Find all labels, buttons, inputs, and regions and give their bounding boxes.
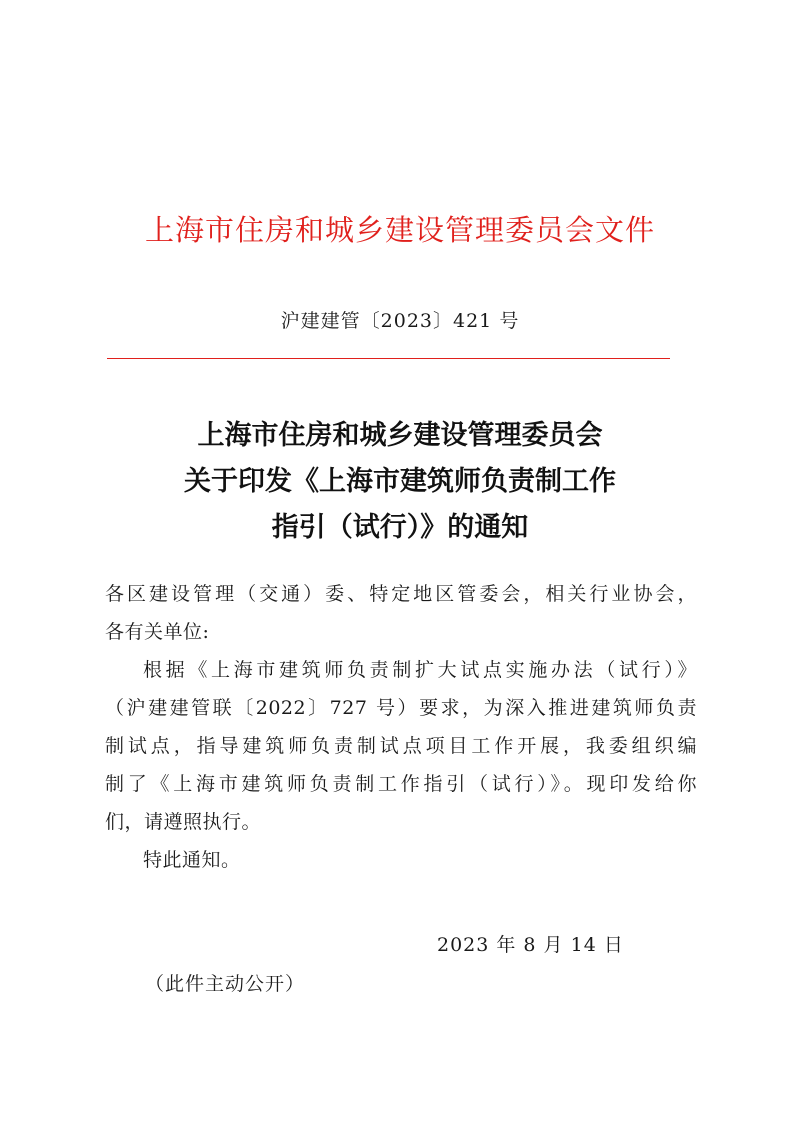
recipients-line-1: 各区建设管理（交通）委、特定地区管委会，相关行业协会， xyxy=(105,583,697,605)
issue-date: 2023 年 8 月 14 日 xyxy=(437,934,624,956)
recipients-line-2: 各有关单位: xyxy=(105,621,210,643)
paragraph-line-4: 制了《上海市建筑师负责制工作指引（试行）》。现印发给你 xyxy=(105,773,697,795)
document-number: 沪建建管〔2023〕421 号 xyxy=(280,310,520,332)
paragraph-line-1: 根据《上海市建筑师负责制扩大试点实施办法（试行）》 xyxy=(143,659,697,681)
issuer-header: 上海市住房和城乡建设管理委员会文件 xyxy=(144,213,655,247)
title-line-3: 指引（试行）》的通知 xyxy=(271,512,529,543)
paragraph-line-5: 们，请遵照执行。 xyxy=(105,811,262,833)
notice-title xyxy=(0,413,800,551)
title-line-2: 关于印发《上海市建筑师负责制工作 xyxy=(184,466,616,497)
notice-body xyxy=(105,575,697,879)
red-divider-line xyxy=(107,358,670,359)
title-line-1: 上海市住房和城乡建设管理委员会 xyxy=(197,420,603,451)
closing-line: 特此通知。 xyxy=(143,849,241,871)
paragraph-line-2: （沪建建管联〔2022〕727 号）要求，为深入推进建筑师负责 xyxy=(105,697,697,719)
disclosure-note: （此件主动公开） xyxy=(145,973,306,995)
paragraph-line-3: 制试点，指导建筑师负责制试点项目工作开展，我委组织编 xyxy=(105,735,697,757)
